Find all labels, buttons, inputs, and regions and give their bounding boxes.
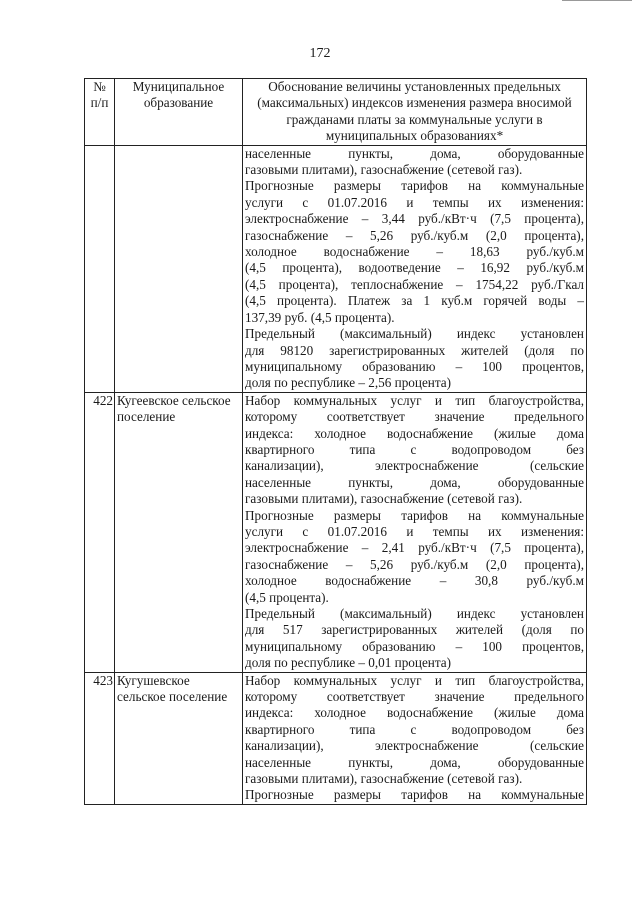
basis-line: газовыми плитами), газоснабжение (сетевой газ). [245, 491, 523, 507]
basis-line: (4,5 процента), водоотведение – 16,92 руб./куб.м [245, 260, 584, 276]
basis-line: квартирного типа с водопроводом без [245, 721, 584, 737]
basis-line: Прогнозные размеры тарифов на коммунальные [245, 507, 584, 523]
basis-line: (4,5 процента). [245, 589, 329, 605]
basis-line: которому соответствует значение предельного [245, 689, 584, 705]
basis-line: доля по республике – 0,01 процента) [245, 655, 452, 671]
row-basis [243, 672, 587, 804]
basis-line: которому соответствует значение предельного [245, 409, 584, 425]
header-municipality: Муниципальное образование [115, 79, 243, 146]
basis-line: газовыми плитами), газоснабжение (сетевой газ). [245, 771, 523, 787]
basis-line: услуги с 01.07.2016 и темпы их изменения: [245, 523, 584, 539]
header-basis: Обоснование величины установленных предельных (максимальных) индексов изменения размера вносимой гражданами платы за коммунальные услуги в муниципальных образованиях* [243, 79, 587, 146]
basis-line: газоснабжение – 5,26 руб./куб.м (2,0 процента), [245, 556, 584, 572]
basis-line: индекса: холодное водоснабжение (жилые дома [245, 425, 584, 441]
row-basis [243, 392, 587, 672]
basis-line: для 517 зарегистрированных жителей (доля по [245, 622, 584, 638]
row-number: 422 [85, 392, 115, 672]
basis-line: 137,39 руб. (4,5 процента). [245, 309, 395, 325]
page-number: 172 [309, 46, 331, 61]
table-row [85, 145, 587, 392]
basis-line: холодное водоснабжение – 18,63 руб./куб.м [245, 244, 584, 260]
basis-line: доля по республике – 2,56 процента) [245, 375, 452, 391]
row-municipality: Кугушевское сельское поселение [115, 672, 243, 804]
row-basis [243, 145, 587, 392]
basis-line: (4,5 процента), теплоснабжение – 1754,22 руб./Гкал [245, 276, 584, 292]
basis-line: газоснабжение – 5,26 руб./куб.м (2,0 процента), [245, 227, 584, 243]
basis-line: Прогнозные размеры тарифов на коммунальные [245, 787, 584, 803]
table-row [85, 392, 587, 672]
basis-line: (4,5 процента). Платеж за 1 куб.м горячей воды – [245, 293, 584, 309]
basis-line: электроснабжение – 2,41 руб./кВт·ч (7,5 процента), [245, 540, 584, 556]
header-number: № п/п [85, 79, 115, 146]
basis-line: для 98120 зарегистрированных жителей (доля по [245, 342, 584, 358]
table-row [85, 672, 587, 804]
basis-line: холодное водоснабжение – 30,8 руб./куб.м [245, 573, 584, 589]
basis-line: Предельный (максимальный) индекс установлен [245, 326, 584, 342]
basis-line: услуги с 01.07.2016 и темпы их изменения: [245, 194, 584, 210]
basis-line: Набор коммунальных услуг и тип благоустройства, [245, 672, 584, 688]
scan-edge-mark [562, 0, 632, 7]
basis-line: муниципальному образованию – 100 процентов, [245, 358, 584, 374]
basis-line: канализации), электроснабжение (сельские [245, 738, 584, 754]
row-number [85, 145, 115, 392]
basis-line: Набор коммунальных услуг и тип благоустройства, [245, 392, 584, 408]
basis-line: Прогнозные размеры тарифов на коммунальные [245, 178, 584, 194]
table-header-row [85, 79, 587, 146]
row-municipality [115, 145, 243, 392]
basis-line: Предельный (максимальный) индекс установлен [245, 606, 584, 621]
basis-line: населенные пункты, дома, оборудованные [245, 754, 584, 770]
basis-line: квартирного типа с водопроводом без [245, 441, 584, 457]
row-number: 423 [85, 672, 115, 804]
tariff-index-table [84, 78, 587, 805]
basis-line: газовыми плитами), газоснабжение (сетевой газ). [245, 162, 523, 178]
basis-line: канализации), электроснабжение (сельские [245, 458, 584, 474]
basis-line: электроснабжение – 3,44 руб./кВт·ч (7,5 процента), [245, 211, 584, 227]
basis-line: населенные пункты, дома, оборудованные [245, 145, 584, 161]
basis-line: индекса: холодное водоснабжение (жилые дома [245, 705, 584, 721]
basis-line: муниципальному образованию – 100 процентов, [245, 638, 584, 654]
row-municipality: Кугеевское сельское поселение [115, 392, 243, 672]
basis-line: населенные пункты, дома, оборудованные [245, 474, 584, 490]
